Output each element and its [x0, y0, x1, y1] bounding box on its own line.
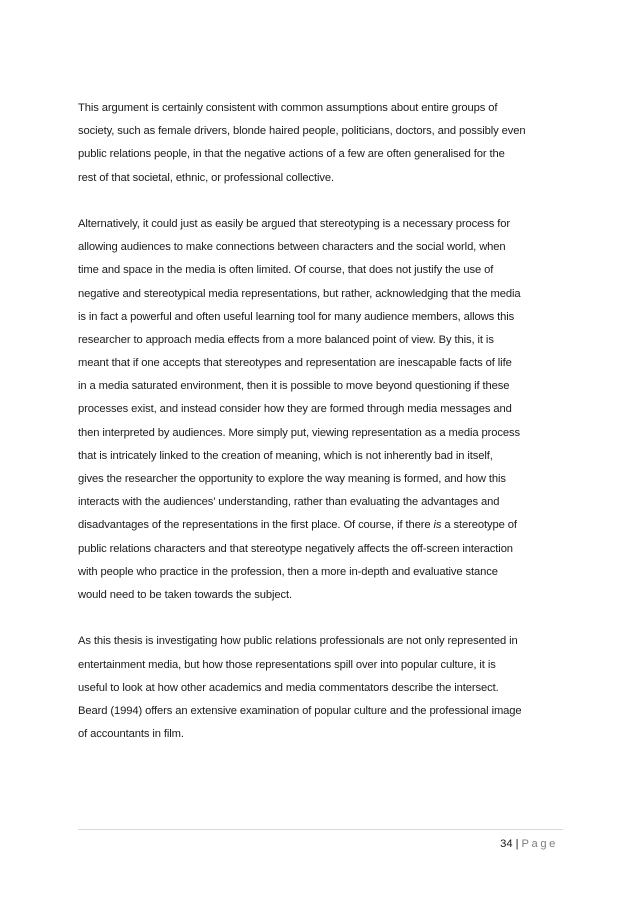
text-line: allowing audiences to make connections between characters and the social world, when: [78, 241, 506, 254]
text-after-emphasis: a stereotype of: [441, 519, 517, 532]
text-line: society, such as female drivers, blonde haired people, politicians, doctors, and possibly even: [78, 125, 526, 138]
text-line: with people who practice in the profession, then a more in-depth and evaluative stance: [78, 565, 498, 578]
text-line: public relations people, in that the negative actions of a few are often generalised for the: [78, 148, 505, 161]
text-line: time and space in the media is often limited. Of course, that does not justify the use of: [78, 264, 494, 277]
text-line: interacts with the audiences’ understanding, rather than evaluating the advantages and: [78, 496, 500, 509]
footer-separator: |: [515, 838, 519, 850]
paragraph-gap: [78, 190, 578, 213]
text-line-with-emphasis: [78, 514, 578, 537]
text-line: Alternatively, it could just as easily be argued that stereotyping is a necessary process for: [78, 217, 510, 230]
text-line: processes exist, and instead consider how they are formed through media messages and: [78, 403, 512, 416]
body-text: [78, 97, 578, 746]
text-line: gives the researcher the opportunity to explore the way meaning is formed, and how this: [78, 473, 506, 485]
text-line: Beard (1994) offers an extensive examination of popular culture and the professional image: [78, 704, 522, 717]
text-line: then interpreted by audiences. More simply put, viewing representation as a media process: [78, 426, 520, 439]
text-line: rest of that societal, ethnic, or professional collective.: [78, 171, 334, 184]
text-line: This argument is certainly consistent with common assumptions about entire groups of: [78, 102, 498, 114]
page-number: 34: [500, 838, 513, 850]
text-line: public relations characters and that stereotype negatively affects the off-screen interaction: [78, 542, 513, 555]
text-line: As this thesis is investigating how public relations professionals are not only represented in: [78, 635, 518, 648]
emphasized-word: is: [433, 519, 442, 532]
paragraph-1: [78, 97, 578, 190]
text-line: would need to be taken towards the subject.: [78, 588, 292, 601]
text-line: meant that if one accepts that stereotypes and representation are inescapable facts of life: [78, 357, 512, 370]
text-line: in a media saturated environment, then it is possible to move beyond questioning if these: [78, 380, 510, 393]
text-line: researcher to approach media effects from a more balanced point of view. By this, it is: [78, 333, 494, 346]
footer-divider: [78, 829, 563, 830]
text-line: entertainment media, but how those representations spill over into popular culture, it is: [78, 658, 496, 671]
text-line: negative and stereotypical media representations, but rather, acknowledging that the media: [78, 287, 521, 300]
page-footer: [500, 838, 558, 850]
text-line: that is intricately linked to the creation of meaning, which is not inherently bad in itself,: [78, 449, 493, 462]
paragraph-3: [78, 630, 578, 746]
text-line: is in fact a powerful and often useful learning tool for many audience members, allows this: [78, 310, 515, 323]
paragraph-gap: [78, 607, 578, 630]
paragraph-2: [78, 213, 578, 607]
text-line: of accountants in film.: [78, 728, 184, 741]
text-line: useful to look at how other academics and media commentators describe the intersect.: [78, 681, 499, 694]
text-before-emphasis: disadvantages of the representations in the first place. Of course, if there: [78, 519, 434, 532]
page-label: Page: [521, 838, 558, 850]
